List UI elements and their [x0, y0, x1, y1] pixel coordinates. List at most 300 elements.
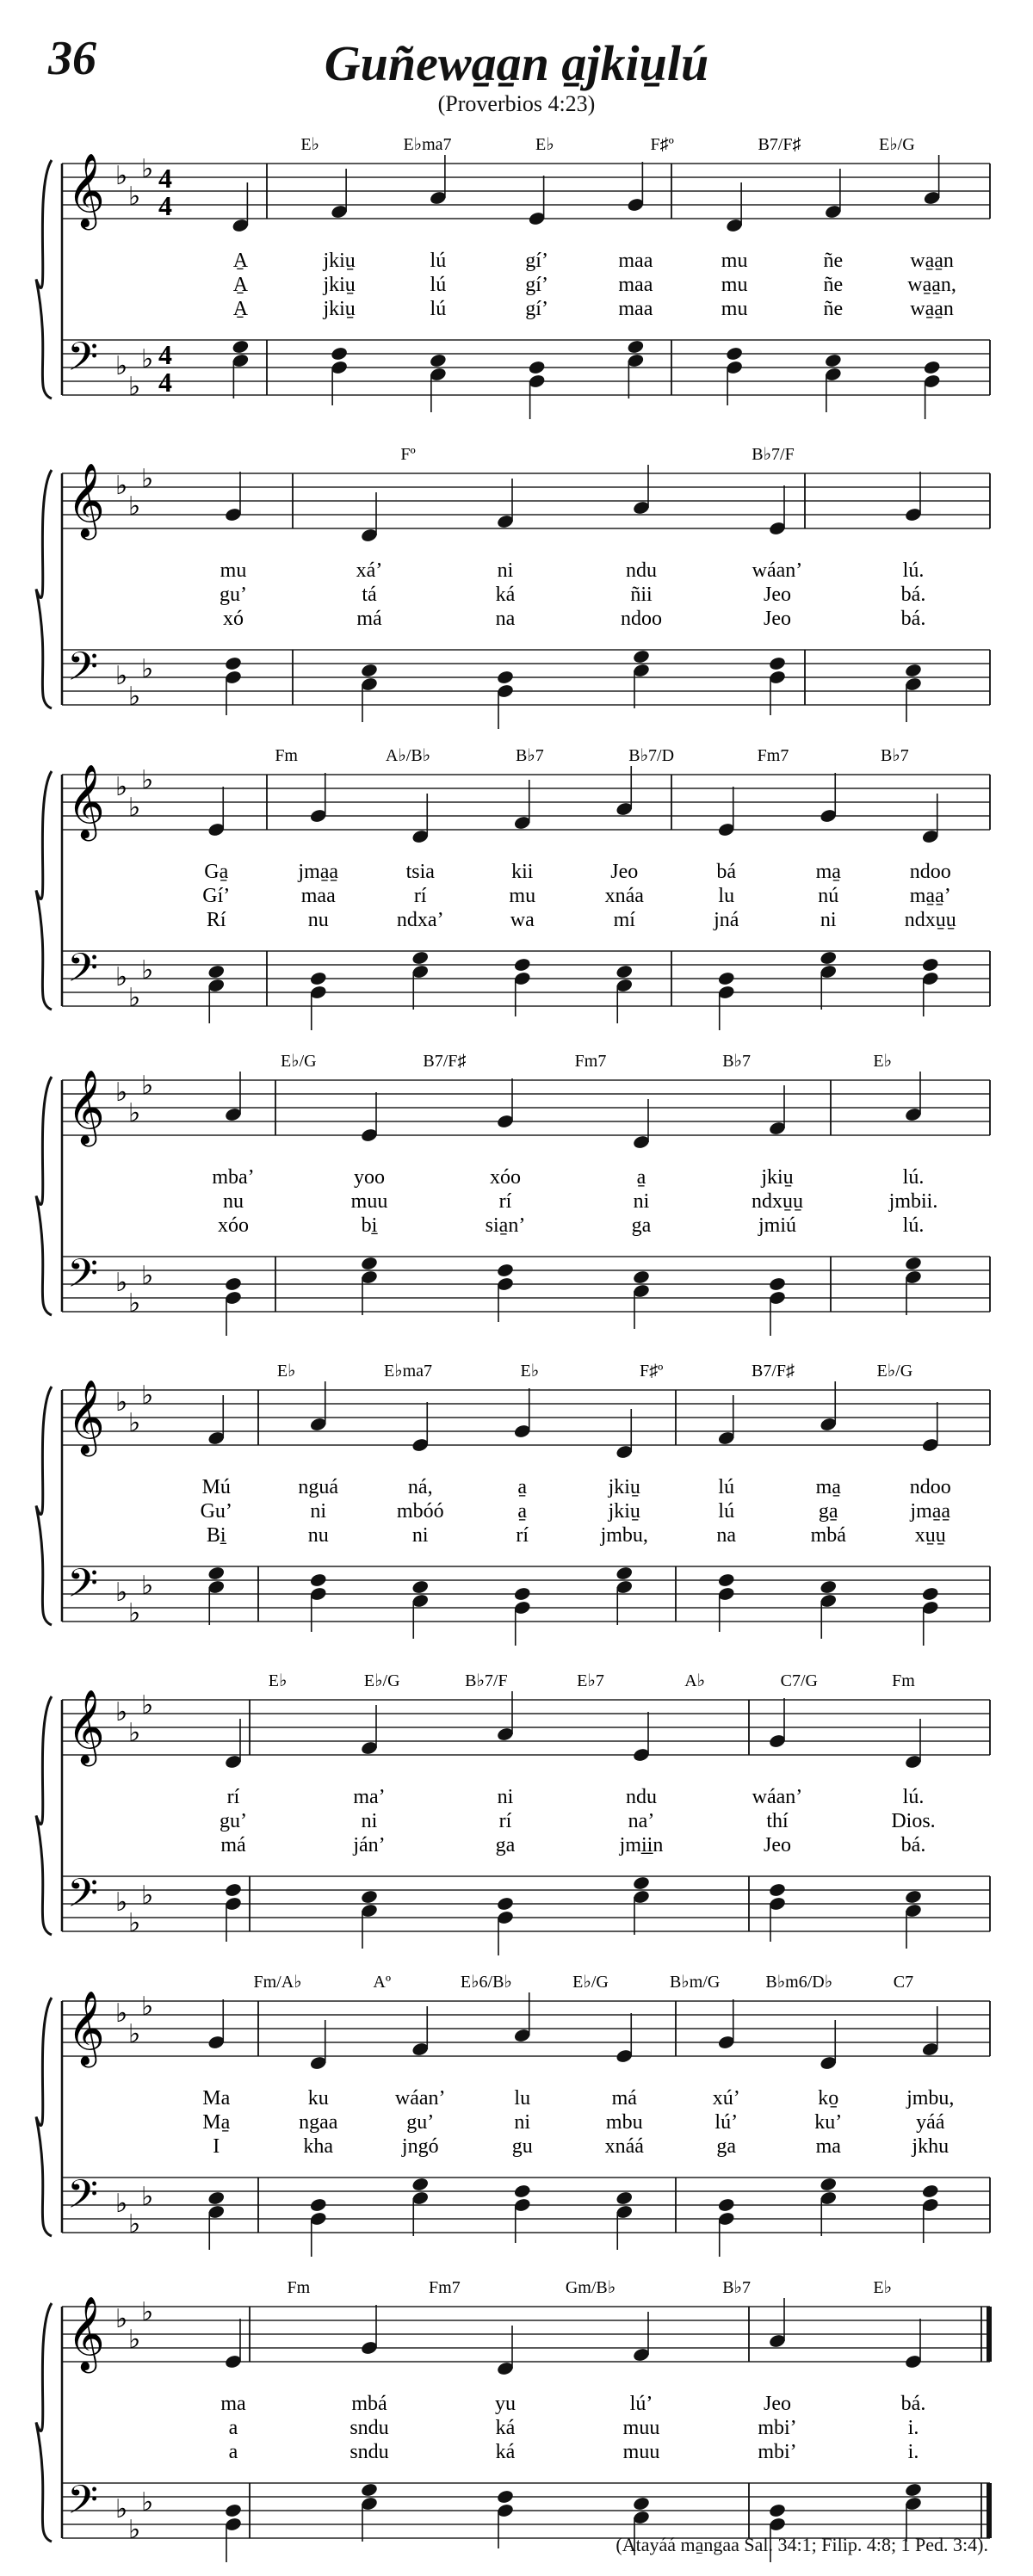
lyric-syllable: ján’: [353, 1834, 386, 1856]
lyric-syllable: Gí’: [202, 885, 231, 907]
bass-note: [309, 1572, 327, 1588]
bass-note: [725, 346, 743, 361]
bass-note: [768, 2503, 786, 2518]
lyric-syllable: Jeo: [764, 2393, 791, 2415]
lyric-syllable: ma’: [353, 1786, 386, 1808]
chord-symbol: B♭7: [722, 2278, 751, 2297]
bass-note: [224, 656, 242, 671]
lyric-syllable: ndoo: [621, 608, 662, 630]
chord-symbol: E♭: [268, 1671, 288, 1690]
bass-clef-icon: 𝄢: [67, 1872, 99, 1925]
chord-symbol: E♭/G: [363, 1671, 400, 1690]
lyric-syllable: yáá: [916, 2111, 945, 2134]
lyric-syllable: xnáa: [604, 885, 644, 907]
lyric-syllable: ni: [820, 909, 837, 931]
lyric-syllable: a: [228, 2441, 238, 2463]
key-flat-icon: ♭: [128, 182, 141, 211]
lyric-syllable: ndxu̱u̱: [904, 909, 956, 931]
lyric-syllable: mbi’: [758, 2441, 797, 2463]
bass-note: [824, 353, 842, 368]
lyric-syllable: bá.: [900, 2393, 926, 2415]
bass-note: [411, 2177, 430, 2192]
chord-symbol: A♭: [684, 1671, 706, 1690]
lyric-syllable: gu’: [220, 584, 247, 606]
bass-clef-icon: 𝄢: [67, 646, 99, 699]
key-flat-icon: ♭: [128, 1409, 141, 1437]
key-flat-icon: ♭: [115, 1578, 128, 1607]
lyric-syllable: maa: [300, 885, 336, 907]
bass-note: [632, 1875, 650, 1891]
lyric-syllable: a̱: [636, 1166, 646, 1189]
lyric-syllable: ga: [631, 1214, 652, 1237]
lyric-syllable: mbi’: [758, 2417, 797, 2439]
lyric-syllable: wáan’: [394, 2087, 446, 2110]
chord-symbol: B♭m6/D♭: [765, 1973, 833, 1992]
treble-clef-icon: 𝄞: [67, 156, 105, 226]
lyric-syllable: ma: [815, 2135, 841, 2158]
lyric-syllable: nú: [818, 885, 839, 907]
chord-symbol: B7/F♯: [423, 1052, 467, 1071]
bass-note: [411, 1579, 430, 1595]
lyric-syllable: nu: [307, 909, 329, 931]
bass-note: [820, 2177, 838, 2192]
lyric-syllable: mbóó: [396, 1500, 444, 1523]
lyric-syllable: Mú: [201, 1476, 231, 1498]
bass-note: [921, 1586, 939, 1602]
chord-symbol: B7/F♯: [751, 1362, 795, 1381]
key-flat-icon: ♭: [115, 662, 128, 690]
treble-staff: [62, 1072, 990, 1147]
lyric-syllable: na’: [628, 1810, 655, 1832]
lyric-syllable: bá.: [900, 608, 926, 630]
lyric-syllable: bá.: [900, 584, 926, 606]
lyric-syllable: A̱: [232, 250, 249, 272]
lyric-syllable: ñe: [823, 250, 844, 272]
lyric-syllable: xá’: [356, 559, 383, 582]
key-flat-icon: ♭: [128, 794, 141, 822]
lyric-syllable: ndoo: [909, 1476, 951, 1498]
bass-note: [717, 2197, 735, 2213]
lyric-syllable: ngaa: [299, 2111, 338, 2134]
lyric-syllable: jmbii.: [888, 1190, 938, 1213]
lyric-syllable: jmi̱i̱n: [619, 1834, 664, 1856]
bass-note: [904, 1889, 922, 1905]
lyric-syllable: gu’: [220, 1810, 247, 1832]
chord-symbol: Gm/B♭: [565, 2278, 616, 2297]
lyric-syllable: jkhu: [912, 2135, 949, 2158]
system-2: [0, 439, 1033, 732]
chord-symbol: Aº: [373, 1973, 392, 1992]
lyric-syllable: rí: [498, 1190, 512, 1213]
lyric-syllable: jmbu,: [906, 2087, 955, 2110]
bass-note: [207, 1566, 226, 1581]
lyric-syllable: Rí: [206, 909, 226, 931]
key-flat-icon: ♭: [115, 773, 128, 801]
chord-symbol: B♭7/F: [465, 1671, 508, 1690]
lyric-syllable: lú.: [902, 1214, 925, 1237]
lyric-syllable: jkiu̱: [323, 298, 356, 320]
lyric-syllable: maa: [618, 274, 653, 296]
bass-note: [904, 2482, 922, 2498]
lyric-syllable: mu: [721, 250, 748, 272]
bass-note: [224, 1276, 242, 1292]
treble-clef-icon: 𝄞: [67, 1692, 105, 1763]
lyric-syllable: ndu: [626, 559, 657, 582]
lyric-syllable: wa̱a̱n: [910, 298, 954, 320]
bass-note: [717, 971, 735, 986]
bass-note: [615, 1566, 634, 1581]
lyric-syllable: ndxa’: [396, 909, 444, 931]
lyric-syllable: rí: [498, 1810, 512, 1832]
lyric-syllable: ká: [495, 2441, 516, 2463]
lyric-syllable: mu: [721, 274, 748, 296]
system-5: [0, 1356, 1033, 1648]
key-flat-icon: ♭: [115, 2305, 128, 2333]
lyric-syllable: xnáá: [604, 2135, 644, 2158]
bass-note: [496, 2489, 514, 2505]
lyric-syllable: mí: [613, 909, 635, 931]
lyric-syllable: jma̱a̱: [910, 1500, 951, 1523]
bass-note: [513, 2184, 531, 2199]
lyric-syllable: lú: [718, 1476, 735, 1498]
lyric-syllable: a: [228, 2417, 238, 2439]
lyric-syllable: wa̱a̱n: [910, 250, 954, 272]
lyric-syllable: na: [716, 1524, 737, 1547]
bass-note: [904, 663, 922, 678]
key-flat-icon: ♭: [115, 352, 128, 380]
bass-clef-icon: 𝄢: [67, 336, 99, 389]
chord-symbol: E♭/G: [280, 1052, 317, 1071]
key-flat-icon: ♭: [115, 1888, 128, 1917]
brace: [36, 470, 52, 708]
bass-note: [627, 339, 645, 355]
bass-note: [496, 670, 514, 685]
lyric-syllable: xú’: [712, 2087, 740, 2110]
bass-clef-icon: 𝄢: [67, 1252, 99, 1306]
bass-note: [632, 1269, 650, 1285]
chord-symbol: E♭ma7: [383, 1362, 433, 1381]
lyric-syllable: jkiu̱: [608, 1500, 640, 1523]
key-flat-icon: ♭: [141, 1072, 154, 1100]
chord-symbol: E♭: [520, 1362, 540, 1381]
treble-staff: [62, 1381, 990, 1457]
scripture-reference: (Proverbios 4:23): [437, 91, 596, 116]
lyric-syllable: lu: [718, 885, 735, 907]
lyric-syllable: jkiu̱: [608, 1476, 640, 1498]
bass-note: [309, 2197, 327, 2213]
bass-note: [207, 2190, 226, 2206]
lyric-syllable: yu: [495, 2393, 516, 2415]
hymn-number: 36: [48, 32, 96, 85]
lyric-syllable: xó: [223, 608, 244, 630]
time-signature: 4: [158, 367, 172, 398]
chord-symbol: F♯º: [650, 135, 674, 154]
lyric-syllable: nu: [307, 1524, 329, 1547]
key-flat-icon: ♭: [115, 963, 128, 991]
lyric-syllable: sndu: [349, 2441, 389, 2463]
system-3: [0, 740, 1033, 1033]
lyric-syllable: lu: [514, 2087, 531, 2110]
bass-note: [768, 656, 786, 671]
brace: [36, 1696, 52, 1935]
key-flat-icon: ♭: [115, 1698, 128, 1727]
lyric-syllable: ma: [220, 2393, 246, 2415]
key-flat-icon: ♭: [141, 1262, 154, 1290]
lyric-syllable: lú.: [902, 1166, 925, 1189]
lyric-syllable: mba’: [212, 1166, 255, 1189]
lyric-syllable: gu’: [406, 2111, 435, 2134]
lyric-syllable: Jeo: [610, 861, 639, 883]
lyric-syllable: jmbu,: [600, 1524, 648, 1547]
lyric-syllable: Gu’: [200, 1500, 232, 1523]
lyric-syllable: ni: [497, 1786, 514, 1808]
lyric-syllable: jmiú: [758, 1214, 797, 1237]
key-flat-icon: ♭: [115, 472, 128, 500]
lyric-syllable: ndoo: [909, 861, 951, 883]
system-7: [0, 1967, 1033, 2259]
key-flat-icon: ♭: [141, 2488, 154, 2517]
lyric-syllable: ni: [411, 1524, 429, 1547]
lyric-syllable: mu: [220, 559, 247, 582]
system-8: [0, 2272, 1033, 2565]
chord-symbol: F♯º: [640, 1362, 664, 1381]
lyric-syllable: wa: [510, 909, 535, 931]
bass-note: [615, 2190, 634, 2206]
lyric-syllable: ma̱: [815, 861, 841, 883]
lyric-syllable: kha: [303, 2135, 334, 2158]
bass-note: [232, 339, 250, 355]
lyric-syllable: Jeo: [764, 1834, 791, 1856]
chord-symbol: E♭/G: [572, 1973, 609, 1992]
lyric-syllable: má: [611, 2087, 637, 2110]
chord-symbol: E♭/G: [879, 135, 915, 154]
key-flat-icon: ♭: [128, 2020, 141, 2048]
key-flat-icon: ♭: [141, 155, 154, 183]
lyric-syllable: i.: [907, 2417, 919, 2439]
key-flat-icon: ♭: [128, 1909, 141, 1937]
treble-staff: [62, 2298, 990, 2374]
key-flat-icon: ♭: [115, 1999, 128, 2028]
lyric-syllable: ká: [495, 2417, 516, 2439]
key-flat-icon: ♭: [128, 1719, 141, 1747]
lyric-syllable: Bi̱: [206, 1524, 226, 1547]
treble-staff: [62, 465, 990, 541]
lyric-syllable: lú: [430, 298, 447, 320]
lyric-syllable: gu: [511, 2135, 533, 2158]
bass-note: [768, 1882, 786, 1898]
chord-symbol: B♭7: [880, 746, 909, 765]
lyric-syllable: nu: [223, 1190, 244, 1213]
time-signature: 4: [158, 163, 172, 194]
lyric-syllable: xóo: [490, 1166, 521, 1189]
chord-symbol: E♭: [873, 1052, 893, 1071]
brace: [36, 160, 52, 398]
lyric-syllable: maa: [618, 298, 653, 320]
bass-note: [360, 1889, 378, 1905]
key-flat-icon: ♭: [141, 1381, 154, 1410]
bass-clef-icon: 𝄢: [67, 2479, 99, 2532]
lyric-syllable: ñii: [630, 584, 653, 606]
lyric-syllable: gí’: [525, 250, 548, 272]
lyric-syllable: ga: [716, 2135, 737, 2158]
chord-symbol: B♭m/G: [669, 1973, 721, 1992]
bass-note: [360, 2482, 378, 2498]
lyric-syllable: jngó: [401, 2135, 439, 2158]
lyric-syllable: a̱: [517, 1500, 528, 1523]
lyric-syllable: má: [220, 1834, 246, 1856]
treble-clef-icon: 𝄞: [67, 2299, 105, 2369]
lyric-syllable: A̱: [232, 298, 249, 320]
bass-note: [360, 663, 378, 678]
lyric-syllable: rí: [516, 1524, 529, 1547]
lyric-syllable: muu: [622, 2417, 660, 2439]
bass-note: [921, 2184, 939, 2199]
lyric-syllable: i.: [907, 2441, 919, 2463]
key-flat-icon: ♭: [128, 1099, 141, 1127]
lyric-syllable: ko̱: [818, 2087, 839, 2110]
bass-note: [921, 957, 939, 973]
lyric-syllable: ká: [495, 584, 516, 606]
chord-symbol: E♭6/B♭: [460, 1973, 512, 1992]
lyric-syllable: ñe: [823, 274, 844, 296]
bass-staff: [62, 646, 990, 711]
lyric-syllable: thí: [766, 1810, 789, 1832]
hymn-title: Guñewa̱a̱n a̱jkiu̱lú: [324, 35, 709, 91]
lyric-syllable: ndxu̱u̱: [752, 1190, 803, 1213]
bass-note: [496, 1263, 514, 1278]
chord-symbol: Fº: [400, 445, 416, 464]
chord-symbol: E♭: [300, 135, 319, 154]
bass-clef-icon: 𝄢: [67, 2173, 99, 2227]
bass-staff: [62, 336, 990, 401]
time-signature: 4: [158, 339, 172, 370]
key-flat-icon: ♭: [128, 683, 141, 711]
lyric-syllable: mu: [721, 298, 748, 320]
key-flat-icon: ♭: [115, 1078, 128, 1107]
bass-clef-icon: 𝄢: [67, 1562, 99, 1615]
lyric-syllable: yoo: [354, 1166, 385, 1189]
key-flat-icon: ♭: [128, 1599, 141, 1628]
chord-symbol: Fm: [275, 746, 299, 765]
lyric-syllable: maa: [618, 250, 653, 272]
chord-symbol: A♭/B♭: [385, 746, 431, 765]
key-flat-icon: ♭: [115, 2495, 128, 2523]
chord-symbol: Fm: [892, 1671, 915, 1690]
key-flat-icon: ♭: [128, 2326, 141, 2354]
lyric-syllable: Jeo: [764, 608, 791, 630]
lyric-syllable: ná,: [407, 1476, 433, 1498]
key-flat-icon: ♭: [115, 1269, 128, 1297]
lyric-syllable: A̱: [232, 274, 249, 296]
bass-note: [615, 964, 634, 979]
lyric-syllable: ni: [514, 2111, 531, 2134]
lyric-syllable: gí’: [525, 298, 548, 320]
chord-symbol: E♭: [535, 135, 554, 154]
lyric-syllable: wáan’: [752, 1786, 803, 1808]
lyric-syllable: muu: [622, 2441, 660, 2463]
chord-symbol: E♭7: [577, 1671, 604, 1690]
lyric-syllable: má: [356, 608, 382, 630]
lyric-syllable: ma̱a̱’: [909, 885, 951, 907]
lyric-syllable: mu: [509, 885, 536, 907]
lyric-syllable: ni: [497, 559, 514, 582]
chord-symbol: E♭/G: [876, 1362, 913, 1381]
key-flat-icon: ♭: [141, 655, 154, 683]
key-flat-icon: ♭: [141, 1992, 154, 2021]
lyric-syllable: nguá: [298, 1476, 339, 1498]
key-flat-icon: ♭: [141, 2298, 154, 2326]
lyric-syllable: wáan’: [752, 559, 803, 582]
lyric-syllable: bá.: [900, 1834, 926, 1856]
lyric-syllable: ñe: [823, 298, 844, 320]
lyric-syllable: jná: [714, 909, 739, 931]
bass-staff: [62, 1252, 990, 1318]
lyric-syllable: rí: [413, 885, 427, 907]
lyric-syllable: ni: [310, 1500, 327, 1523]
system-1: [0, 129, 1033, 422]
treble-clef-icon: 𝄞: [67, 1993, 105, 2064]
key-flat-icon: ♭: [128, 1289, 141, 1318]
bass-note: [820, 950, 838, 966]
bass-note: [632, 649, 650, 664]
lyric-syllable: ga̱: [818, 1500, 838, 1523]
chord-symbol: B7/F♯: [758, 135, 801, 154]
treble-staff: [62, 766, 990, 842]
treble-staff: [62, 155, 990, 231]
lyric-syllable: gí’: [525, 274, 548, 296]
key-flat-icon: ♭: [141, 345, 154, 374]
lyric-syllable: Ma̱: [202, 2111, 231, 2134]
bass-note: [496, 1896, 514, 1912]
lyric-syllable: Ga̱: [204, 861, 229, 883]
lyric-syllable: ku: [307, 2087, 329, 2110]
footnote-references: (Atayáá ma̱ngaa Sal. 34:1; Filip. 4:8; 1 Ped. 3:4).: [615, 2534, 988, 2555]
final-barline: [987, 2483, 992, 2538]
treble-clef-icon: 𝄞: [67, 767, 105, 837]
bass-note: [429, 353, 447, 368]
lyric-syllable: jkiu̱: [323, 250, 356, 272]
key-flat-icon: ♭: [115, 2190, 128, 2218]
bass-note: [309, 971, 327, 986]
bass-note: [904, 1256, 922, 1271]
key-flat-icon: ♭: [115, 1388, 128, 1417]
lyric-syllable: sia̱n’: [485, 1214, 526, 1237]
key-flat-icon: ♭: [141, 1572, 154, 1600]
lyric-syllable: lú: [430, 274, 447, 296]
bass-note: [224, 1882, 242, 1898]
key-flat-icon: ♭: [115, 162, 128, 190]
system-4: [0, 1046, 1033, 1338]
lyric-syllable: mbá: [810, 1524, 846, 1547]
key-flat-icon: ♭: [141, 1881, 154, 1910]
bass-note: [513, 1586, 531, 1602]
chord-symbol: E♭: [873, 2278, 893, 2297]
lyric-syllable: Dios.: [891, 1810, 936, 1832]
brace: [36, 2303, 52, 2542]
chord-symbol: B♭7/D: [628, 746, 675, 765]
chord-symbol: Fm7: [757, 746, 789, 765]
lyric-syllable: wa̱a̱n,: [907, 274, 956, 296]
lyric-syllable: lú’: [714, 2111, 739, 2134]
treble-staff: [62, 1691, 990, 1767]
bass-note: [207, 964, 226, 979]
bass-note: [632, 2496, 650, 2511]
bass-note: [820, 1579, 838, 1595]
key-flat-icon: ♭: [141, 956, 154, 985]
lyric-syllable: sndu: [349, 2417, 389, 2439]
chord-symbol: B♭7: [515, 746, 544, 765]
lyric-syllable: xu̱u̱: [914, 1524, 946, 1547]
